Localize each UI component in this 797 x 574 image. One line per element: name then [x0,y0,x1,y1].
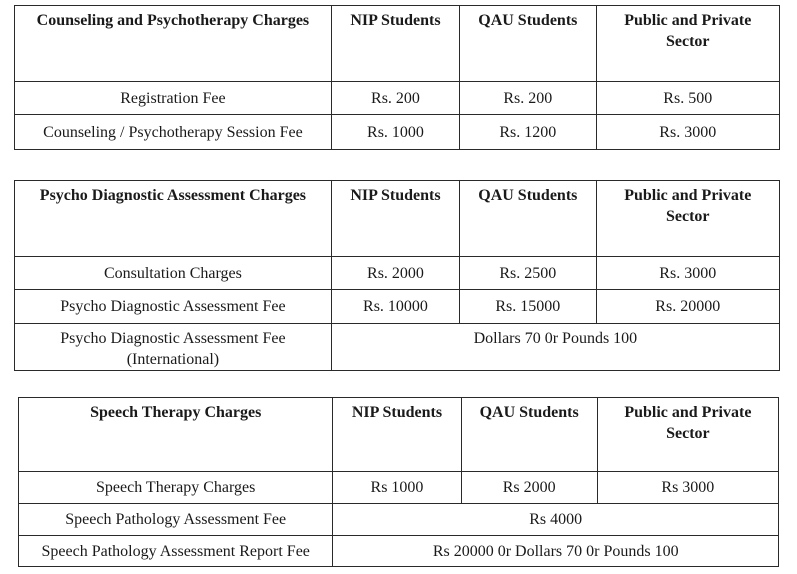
fee-cell: Rs. 3000 [596,257,780,290]
table-header-row [15,181,780,257]
table-row [15,115,780,150]
table-row [15,82,780,115]
fee-cell: Rs 3000 [597,472,778,504]
fee-cell: Rs. 2500 [460,257,596,290]
header-cell: QAU Students [460,6,596,82]
header-cell: Public and Private Sector [596,181,780,257]
table-row [19,472,779,504]
table-row [15,290,780,324]
fee-cell: Rs 1000 [333,472,461,504]
row-label: Speech Pathology Assessment Fee [19,504,333,536]
fee-cell: Rs. 1000 [331,115,459,150]
diagnostic-assessment-fee-table [14,180,780,371]
table-row [15,257,780,290]
table-header-row [15,6,780,82]
row-label: Registration Fee [15,82,332,115]
merged-fee-cell: Rs 20000 0r Dollars 70 0r Pounds 100 [333,536,779,567]
header-cell: Counseling and Psychotherapy Charges [15,6,332,82]
header-cell: Speech Therapy Charges [19,398,333,472]
header-cell: NIP Students [333,398,461,472]
row-label: Speech Pathology Assessment Report Fee [19,536,333,567]
header-cell: NIP Students [331,6,459,82]
fee-cell: Rs 2000 [461,472,597,504]
header-cell: Public and Private Sector [596,6,780,82]
merged-fee-cell: Rs 4000 [333,504,779,536]
fee-cell: Rs. 3000 [596,115,780,150]
counseling-fee-table [14,5,780,150]
row-label: Counseling / Psychotherapy Session Fee [15,115,332,150]
fee-cell: Rs. 500 [596,82,780,115]
fee-cell: Rs. 20000 [596,290,780,324]
header-cell: QAU Students [461,398,597,472]
fee-cell: Rs. 10000 [331,290,459,324]
table-row [15,324,780,371]
table-header-row [19,398,779,472]
fee-cell: Rs. 2000 [331,257,459,290]
header-cell: Public and Private Sector [597,398,778,472]
speech-therapy-fee-table [18,397,779,567]
fee-cell: Rs. 15000 [460,290,596,324]
table-row [19,536,779,567]
fee-cell: Rs. 200 [460,82,596,115]
row-label: Consultation Charges [15,257,332,290]
row-label: Psycho Diagnostic Assessment Fee (International) [15,324,332,371]
merged-fee-cell: Dollars 70 0r Pounds 100 [331,324,779,371]
header-cell: NIP Students [331,181,459,257]
fee-cell: Rs. 1200 [460,115,596,150]
header-cell: Psycho Diagnostic Assessment Charges [15,181,332,257]
header-cell: QAU Students [460,181,596,257]
table-row [19,504,779,536]
fee-cell: Rs. 200 [331,82,459,115]
row-label: Psycho Diagnostic Assessment Fee [15,290,332,324]
row-label: Speech Therapy Charges [19,472,333,504]
